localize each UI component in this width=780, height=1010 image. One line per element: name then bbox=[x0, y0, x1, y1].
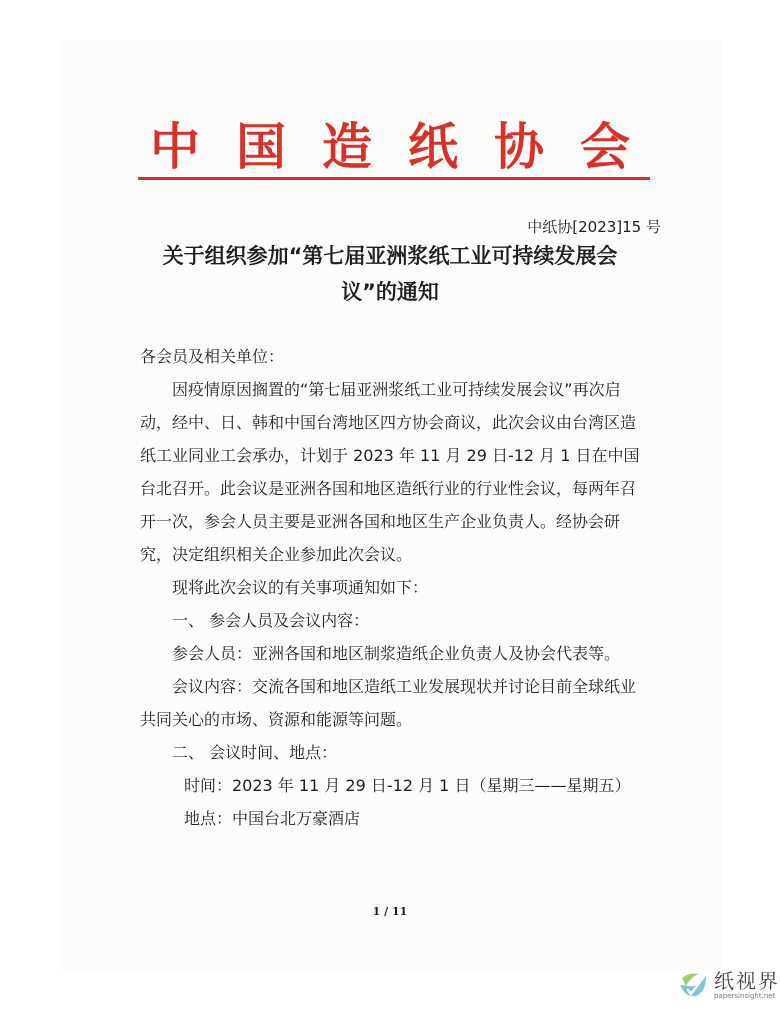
meeting-place: 地点：中国台北万豪酒店 bbox=[184, 809, 361, 828]
notice-body bbox=[140, 340, 640, 835]
notice-title-line2: 议”的通知 bbox=[341, 280, 439, 304]
notice-title-line1: 关于组织参加“第七届亚洲浆纸工业可持续发展会 bbox=[162, 244, 618, 268]
intro-paragraph: 因疫情原因搁置的“第七届亚洲浆纸工业可持续发展会议”再次启动，经中、日、韩和中国台湾地区四方协会商议，此次会议由台湾区造纸工业同业工会承办，计划于 2023 年 11 月 29 日-12 月 1 日在中国台北召开。此会议是亚洲各国和地区造纸行业的行业性会议，每两年召开一次，参会人员主要是亚洲各国和地区生产企业负责人。经协会研究，决定组织相关企业参加此次会议。 bbox=[140, 380, 640, 564]
salutation: 各会员及相关单位： bbox=[140, 347, 285, 366]
letterhead-char: 协 bbox=[494, 117, 544, 176]
letterhead-char: 造 bbox=[322, 117, 372, 176]
letterhead-char: 中 bbox=[150, 117, 200, 176]
letterhead-char: 会 bbox=[580, 117, 630, 176]
page-number: 1 / 11 bbox=[372, 905, 408, 918]
content-paragraph: 会议内容：交流各国和地区造纸工业发展现状并讨论目前全球纸业共同关心的市场、资源和能源等问题。 bbox=[140, 677, 637, 729]
section-heading-attendees: 一、 参会人员及会议内容： bbox=[172, 611, 370, 630]
brand-logo-icon bbox=[676, 968, 710, 1002]
watermark-text bbox=[714, 968, 780, 1000]
meeting-time: 时间：2023 年 11 月 29 日-12 月 1 日（星期三——星期五） bbox=[184, 776, 631, 795]
transition-paragraph: 现将此次会议的有关事项通知如下： bbox=[172, 578, 429, 597]
watermark-brand: 纸视界 bbox=[714, 968, 780, 993]
letterhead-char: 纸 bbox=[408, 117, 458, 176]
letterhead-char: 国 bbox=[236, 117, 286, 176]
section-heading-time-place: 二、 会议时间、地点： bbox=[172, 743, 338, 762]
watermark-url: papersinsight.net bbox=[714, 991, 776, 1000]
document-number: 中纸协[2023]15 号 bbox=[527, 218, 661, 236]
notice-title bbox=[140, 238, 640, 310]
letterhead-divider bbox=[138, 177, 650, 180]
attendees-paragraph: 参会人员：亚洲各国和地区制浆造纸企业负责人及协会代表等。 bbox=[172, 644, 621, 663]
organization-letterhead bbox=[150, 108, 630, 178]
watermark bbox=[676, 968, 780, 1002]
